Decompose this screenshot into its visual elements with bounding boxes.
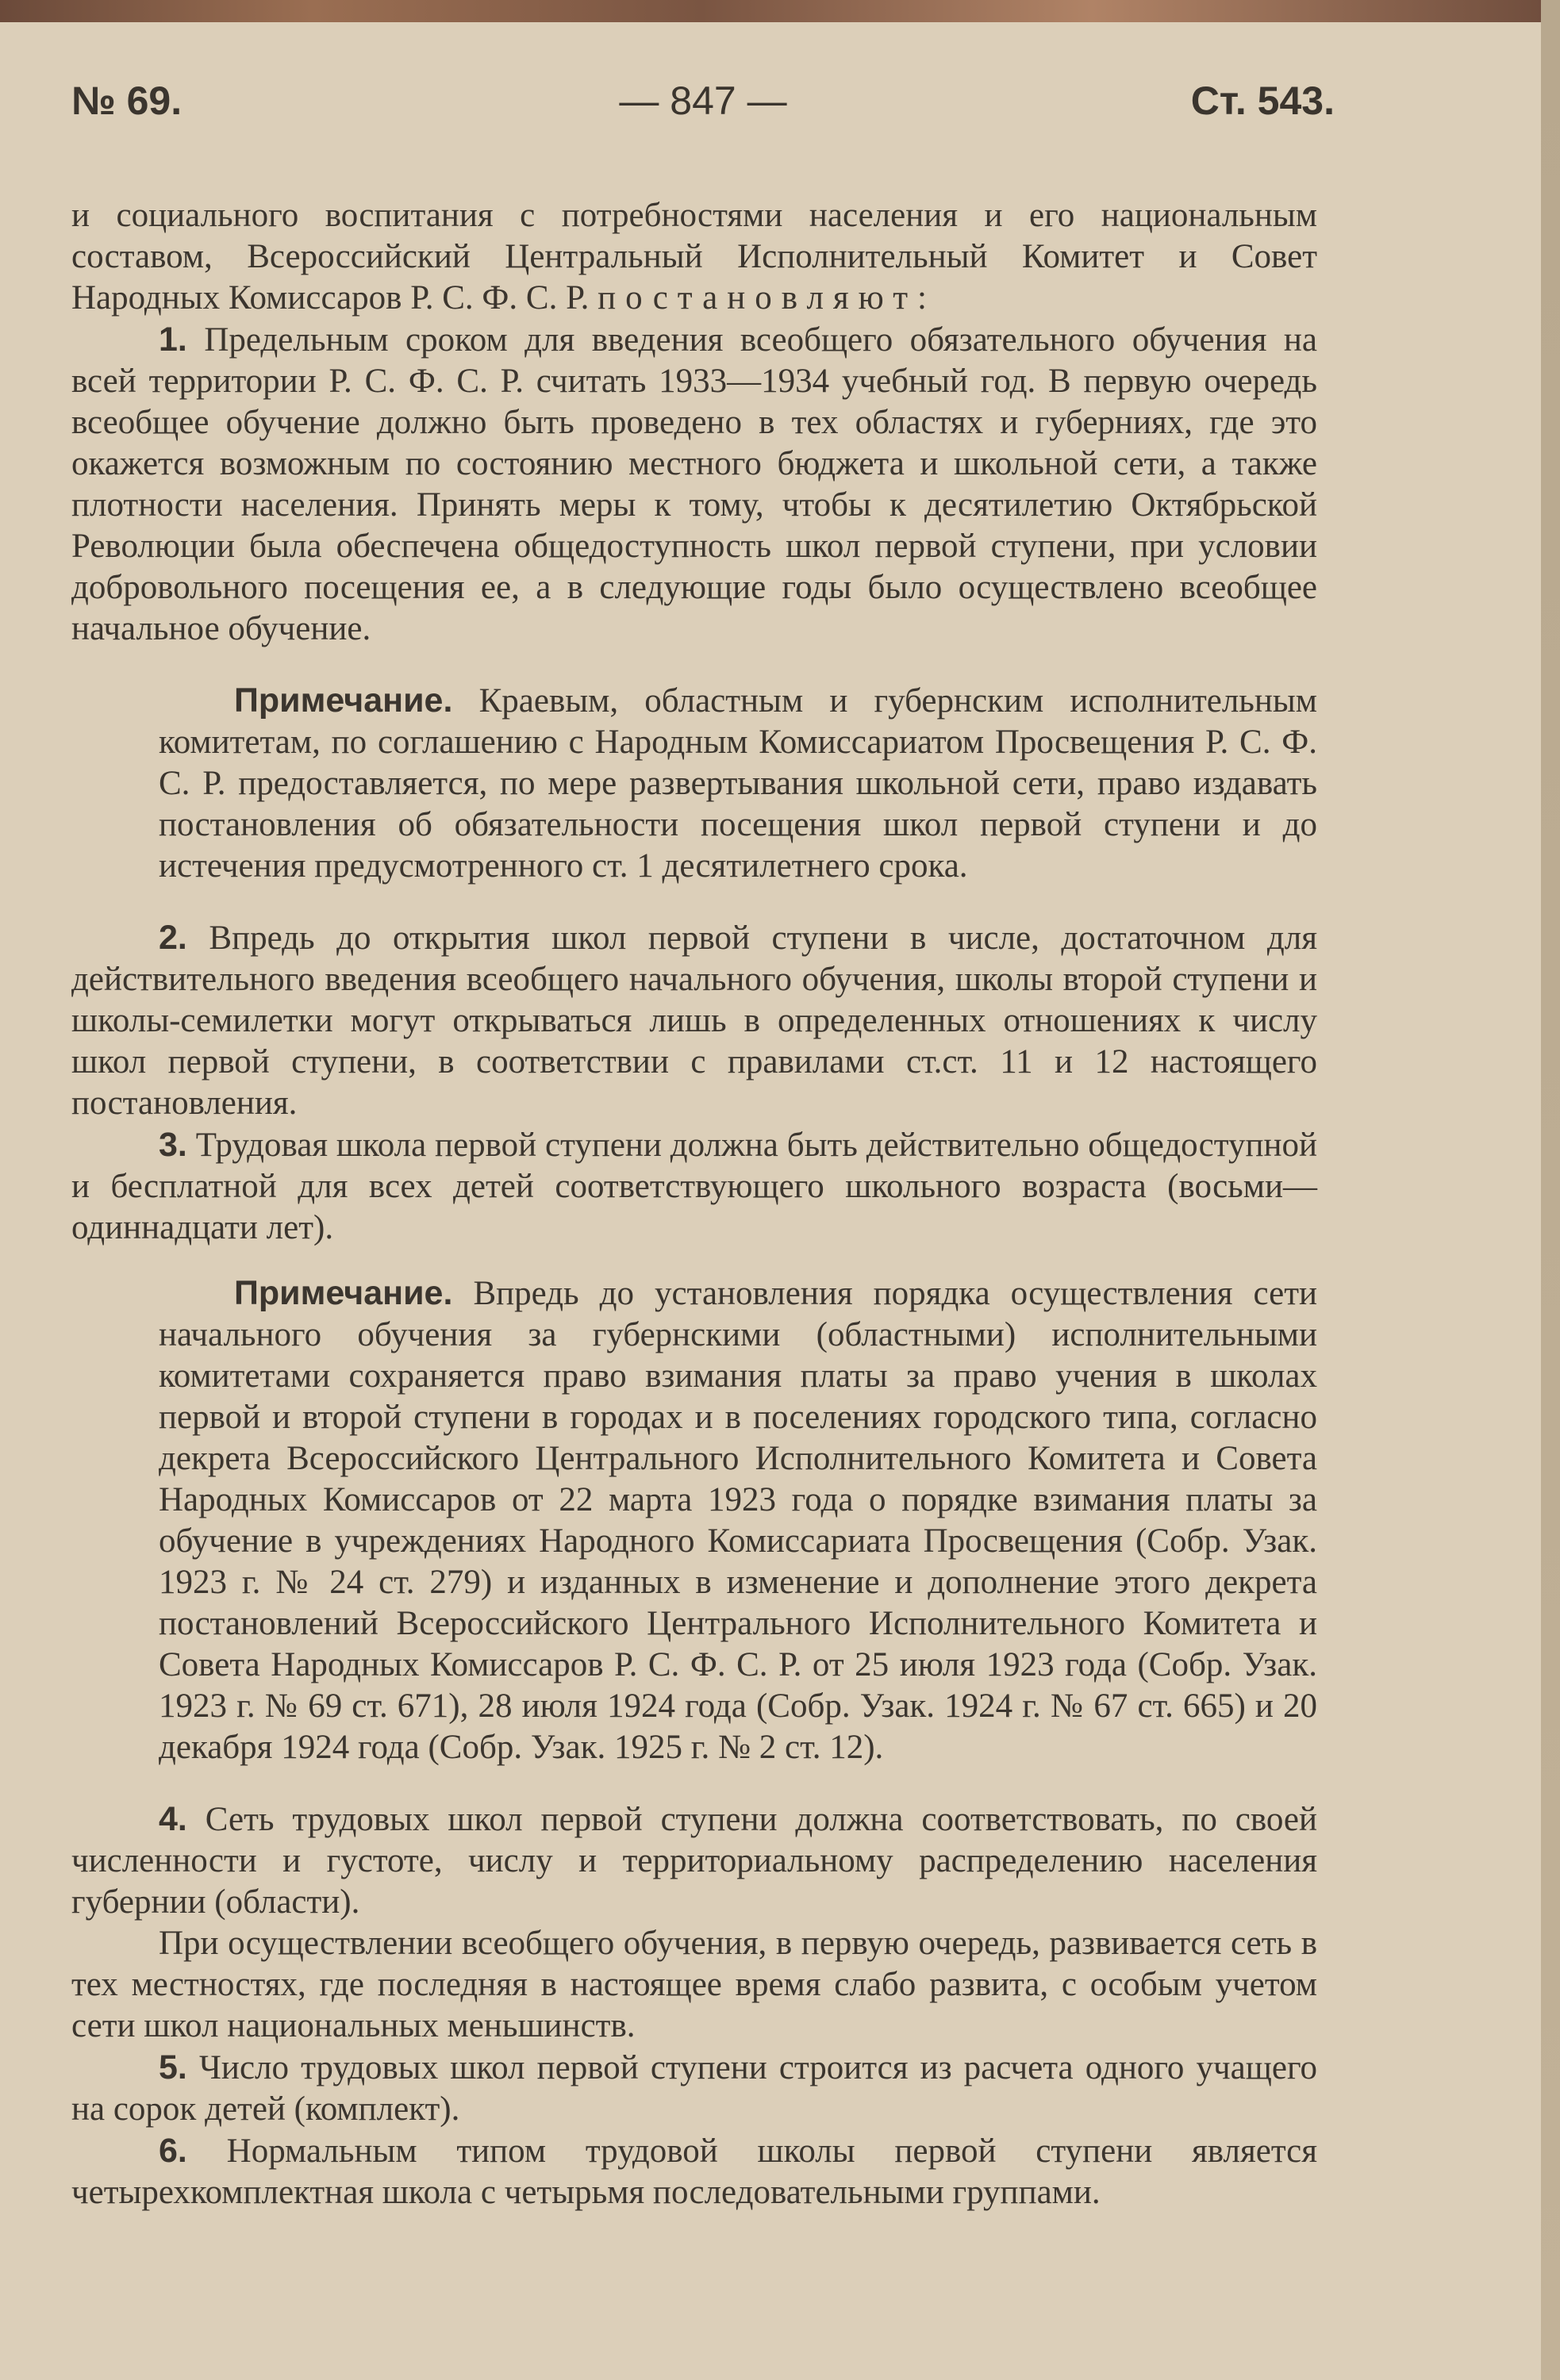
article-4-number: 4. xyxy=(159,1800,187,1838)
article-5-number: 5. xyxy=(159,2048,187,2086)
book-edge-top xyxy=(0,0,1560,22)
article-2-number: 2. xyxy=(159,919,187,957)
page-header xyxy=(71,78,1335,133)
document-body xyxy=(71,195,1317,2213)
article-number: Ст. 543. xyxy=(1190,79,1335,123)
article-5-text: Число трудовых школ первой ступени строится из расчета одного учащего на сорок детей (комплект). xyxy=(71,2049,1318,2128)
intro-text: и социального воспитания с потребностями населения и его национальным составом, Всероссийский Центральный Исполнительный Комитет и Совет Народных Комиссаров Р. С. Ф. С. Р. xyxy=(71,197,1317,317)
article-3-text: Трудовая школа первой ступени должна быть действительно общедоступной и бесплатной для всех детей соответствующего школьного возраста (восьми—одиннадцати лет). xyxy=(71,1127,1318,1246)
note-1 xyxy=(159,680,1317,887)
note-1-label: Примечание. xyxy=(234,681,453,720)
article-4 xyxy=(71,1798,1317,1923)
page-number: — 847 — xyxy=(619,79,787,123)
decree-word: постановляют: xyxy=(597,279,936,317)
article-3 xyxy=(71,1124,1317,1249)
article-4-text: Сеть трудовых школ первой ступени должна соответствовать, по своей численности и густоте, числу и территориальному распределению населения губернии (области). xyxy=(71,1801,1317,1921)
article-1-text: Предельным сроком для введения всеобщего обязательного обучения на всей территории Р. С. Ф. С. Р. считать 1933—1934 учебный год. В первую очередь всеобщее обучение должно быть проведено в тех областях и губерниях, где это окажется возможным по состоянию местного бюджета и школьной сети, а также плотности населения. Принять меры к тому, чтобы к десятилетию Октябрьской Революции была обеспечена общедоступность школ первой ступени, при условии добровольного посещения ее, а в следующие годы было осуществлено всеобщее начальное обучение. xyxy=(71,321,1318,647)
book-edge-right xyxy=(1541,0,1560,2380)
note-2-label: Примечание. xyxy=(234,1274,453,1312)
article-5 xyxy=(71,2047,1317,2130)
intro-paragraph xyxy=(71,195,1317,319)
note-2 xyxy=(159,1273,1317,1768)
article-3-number: 3. xyxy=(159,1126,187,1164)
article-6 xyxy=(71,2130,1317,2213)
spacer xyxy=(71,887,1317,917)
article-4-continuation xyxy=(71,1923,1317,2047)
article-2 xyxy=(71,917,1317,1124)
article-6-text: Нормальным типом трудовой школы первой ступени является четырехкомплектная школа с четырьмя последовательными группами. xyxy=(71,2132,1317,2211)
spacer xyxy=(71,1249,1317,1273)
article-1-number: 1. xyxy=(159,321,187,359)
spacer xyxy=(71,650,1317,680)
article-1 xyxy=(71,319,1317,650)
issue-number: № 69. xyxy=(71,79,183,123)
note-1-text: Краевым, областным и губернским исполнительным комитетам, по соглашению с Народным Комиссариатом Просвещения Р. С. Ф. С. Р. предоставляется, по мере развертывания школьной сети, право издавать постановления об обязательности посещения школ первой ступени и до истечения предусмотренного ст. 1 десятилетнего срока. xyxy=(159,682,1318,885)
spacer xyxy=(71,1768,1317,1798)
article-4-continuation-text: При осуществлении всеобщего обучения, в первую очередь, развивается сеть в тех местностях, где последняя в настоящее время слабо развита, с особым учетом сети школ национальных меньшинств. xyxy=(71,1925,1317,2044)
note-2-text: Впредь до установления порядка осуществления сети начального обучения за губернскими (областными) исполнительными комитетами сохраняется право взимания платы за право учения в школах первой и второй ступени в городах и в поселениях городского типа, согласно декрета Всероссийского Центрального Исполнительного Комитета и Совета Народных Комиссаров от 22 марта 1923 года о порядке взимания платы за обучение в учреждениях Народного Комиссариата Просвещения (Собр. Узак. 1923 г. № 24 ст. 279) и изданных в изменение и дополнение этого декрета постановлений Всероссийского Центрального Исполнительного Комитета и Совета Народных Комиссаров Р. С. Ф. С. Р. от 25 июля 1923 года (Собр. Узак. 1923 г. № 69 ст. 671), 28 июля 1924 года (Собр. Узак. 1924 г. № 67 ст. 665) и 20 декабря 1924 года (Собр. Узак. 1925 г. № 2 ст. 12). xyxy=(159,1275,1318,1766)
document-page xyxy=(0,22,1541,2380)
article-2-text: Впредь до открытия школ первой ступени в числе, достаточном для действительного введения всеобщего начального обучения, школы второй ступени и школы-семилетки могут открываться лишь в определенных отношениях к числу школ первой ступени, в соответствии с правилами ст.ст. 11 и 12 настоящего постановления. xyxy=(71,919,1317,1122)
article-6-number: 6. xyxy=(159,2132,187,2170)
